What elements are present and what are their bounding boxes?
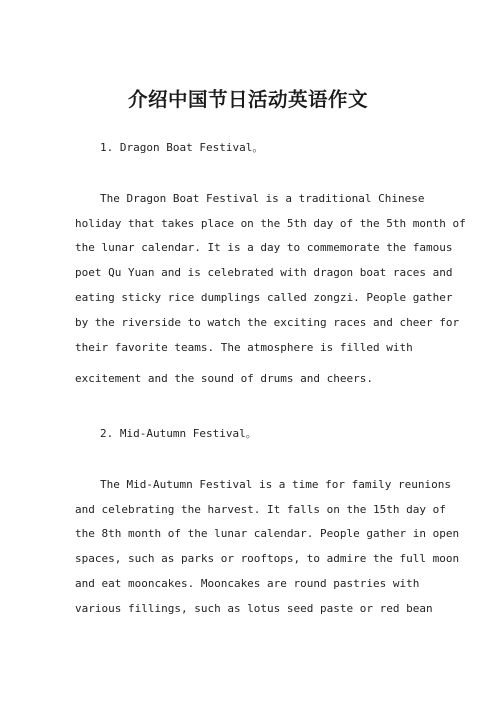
paragraph-line: their favorite teams. The atmosphere is filled with xyxy=(75,341,413,354)
paragraph-line: by the riverside to watch the exciting races and cheer for xyxy=(75,316,460,329)
paragraph-line: eating sticky rice dumplings called zongzi. People gather xyxy=(75,291,453,304)
paragraph-line: holiday that takes place on the 5th day of the 5th month of xyxy=(75,217,466,230)
paragraph-line: excitement and the sound of drums and cheers. xyxy=(75,372,374,385)
paragraph-line: The Dragon Boat Festival is a traditional Chinese xyxy=(100,192,425,205)
paragraph-line: the lunar calendar. It is a day to commemorate the famous xyxy=(75,241,453,254)
paragraph-line: spaces, such as parks or rooftops, to admire the full moon xyxy=(75,552,460,565)
paragraph-line: and eat mooncakes. Mooncakes are round pastries with xyxy=(75,577,420,590)
document-title: 介绍中国节日活动英语作文 xyxy=(127,88,368,111)
section-heading-dragon-boat: 1. Dragon Boat Festival。 xyxy=(100,141,264,154)
paragraph-line: The Mid-Autumn Festival is a time for family reunions xyxy=(100,478,451,491)
section-heading-mid-autumn: 2. Mid-Autumn Festival。 xyxy=(100,427,257,440)
paragraph-line: various fillings, such as lotus seed paste or red bean xyxy=(75,602,433,615)
paragraph-line: the 8th month of the lunar calendar. People gather in open xyxy=(75,527,460,540)
paragraph-line: and celebrating the harvest. It falls on the 15th day of xyxy=(75,503,446,516)
paragraph-line: poet Qu Yuan and is celebrated with dragon boat races and xyxy=(75,266,453,279)
